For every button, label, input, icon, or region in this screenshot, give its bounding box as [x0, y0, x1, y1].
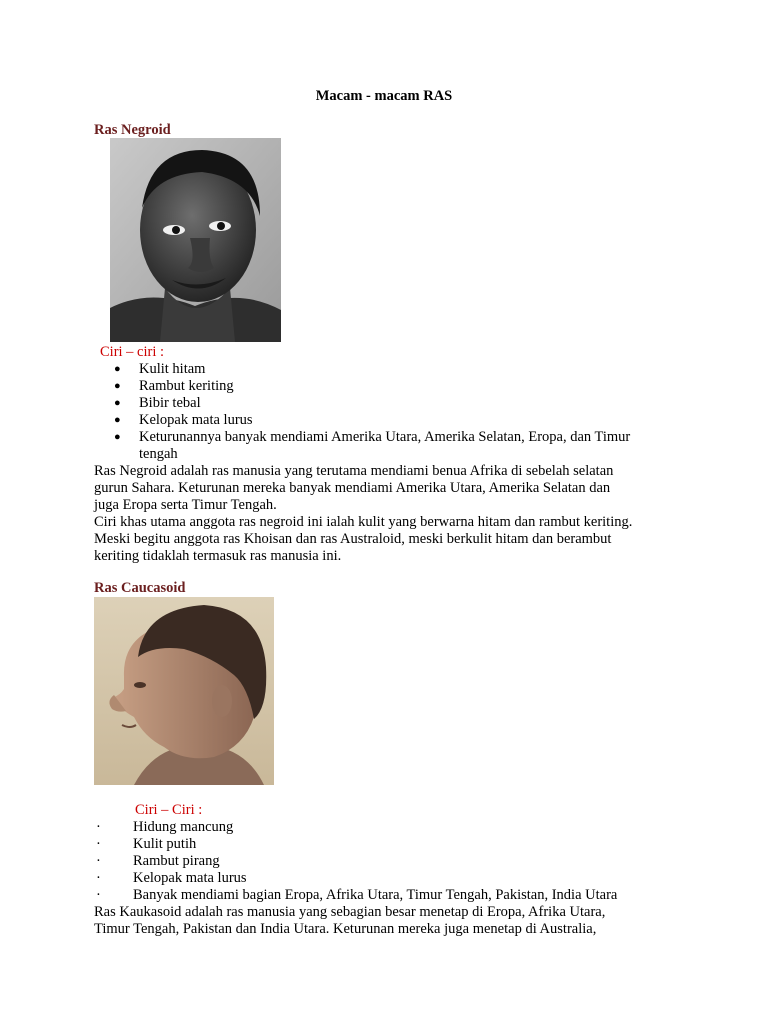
list-item: ● Rambut keriting [114, 378, 234, 394]
traits-list-caucasoid [94, 819, 694, 904]
portrait-photo-negroid [110, 138, 281, 342]
list-item: ● Bibir tebal [114, 395, 201, 411]
list-item: ● Keturunannya banyak mendiami Amerika Utara, Amerika Selatan, Eropa, dan Timur [114, 429, 631, 445]
bullet-icon: ● [114, 380, 121, 392]
paragraph-line: gurun Sahara. Keturunan mereka banyak mendiami Amerika Utara, Amerika Selatan dan [94, 480, 611, 496]
paragraph-line: Timur Tengah, Pakistan dan India Utara. Keturunan mereka juga menetap di Australia, [94, 921, 597, 937]
dot-bullet-icon: · [96, 819, 101, 835]
paragraph-line: Ciri khas utama anggota ras negroid ini ialah kulit yang berwarna hitam dan rambut keriting. [94, 514, 633, 530]
bullet-icon: ● [114, 363, 121, 375]
paragraph-line: Meski begitu anggota ras Khoisan dan ras Australoid, meski berkulit hitam dan berambut [94, 531, 612, 547]
list-item: ● Kulit hitam [114, 361, 206, 377]
section-heading-negroid: Ras Negroid [94, 122, 171, 138]
paragraph-line: keriting tidaklah termasuk ras manusia ini. [94, 548, 342, 564]
bullet-icon: ● [114, 414, 121, 426]
paragraph-line: Ras Kaukasoid adalah ras manusia yang sebagian besar menetap di Eropa, Afrika Utara, [94, 904, 606, 920]
list-item: ● Kelopak mata lurus [114, 412, 253, 428]
portrait-photo-caucasoid [94, 597, 274, 785]
ciri-label-caucasoid: Ciri – Ciri : [135, 802, 203, 818]
paragraph-caucasoid [94, 904, 674, 938]
list-item: · Hidung mancung [96, 819, 234, 835]
dot-bullet-icon: · [96, 870, 101, 886]
bullet-icon: ● [114, 431, 121, 443]
section-heading-caucasoid: Ras Caucasoid [94, 580, 186, 596]
paragraph-line: Ras Negroid adalah ras manusia yang terutama mendiami benua Afrika di sebelah selatan [94, 463, 614, 479]
dot-bullet-icon: · [96, 836, 101, 852]
list-item: · Banyak mendiami bagian Eropa, Afrika Utara, Timur Tengah, Pakistan, India Utara [96, 887, 618, 903]
list-item: · Kulit putih [96, 836, 197, 852]
document-title: Macam - macam RAS [315, 88, 453, 104]
list-item: · Kelopak mata lurus [96, 870, 247, 886]
dot-bullet-icon: · [96, 887, 101, 903]
dot-bullet-icon: · [96, 853, 101, 869]
traits-list-negroid [94, 361, 694, 463]
list-item-continuation: tengah [139, 446, 178, 462]
list-item: · Rambut pirang [96, 853, 220, 869]
bullet-icon: ● [114, 397, 121, 409]
paragraph-line: juga Eropa serta Timur Tengah. [94, 497, 277, 513]
ciri-label-negroid: Ciri – ciri : [100, 344, 165, 360]
paragraph-negroid [94, 463, 674, 565]
